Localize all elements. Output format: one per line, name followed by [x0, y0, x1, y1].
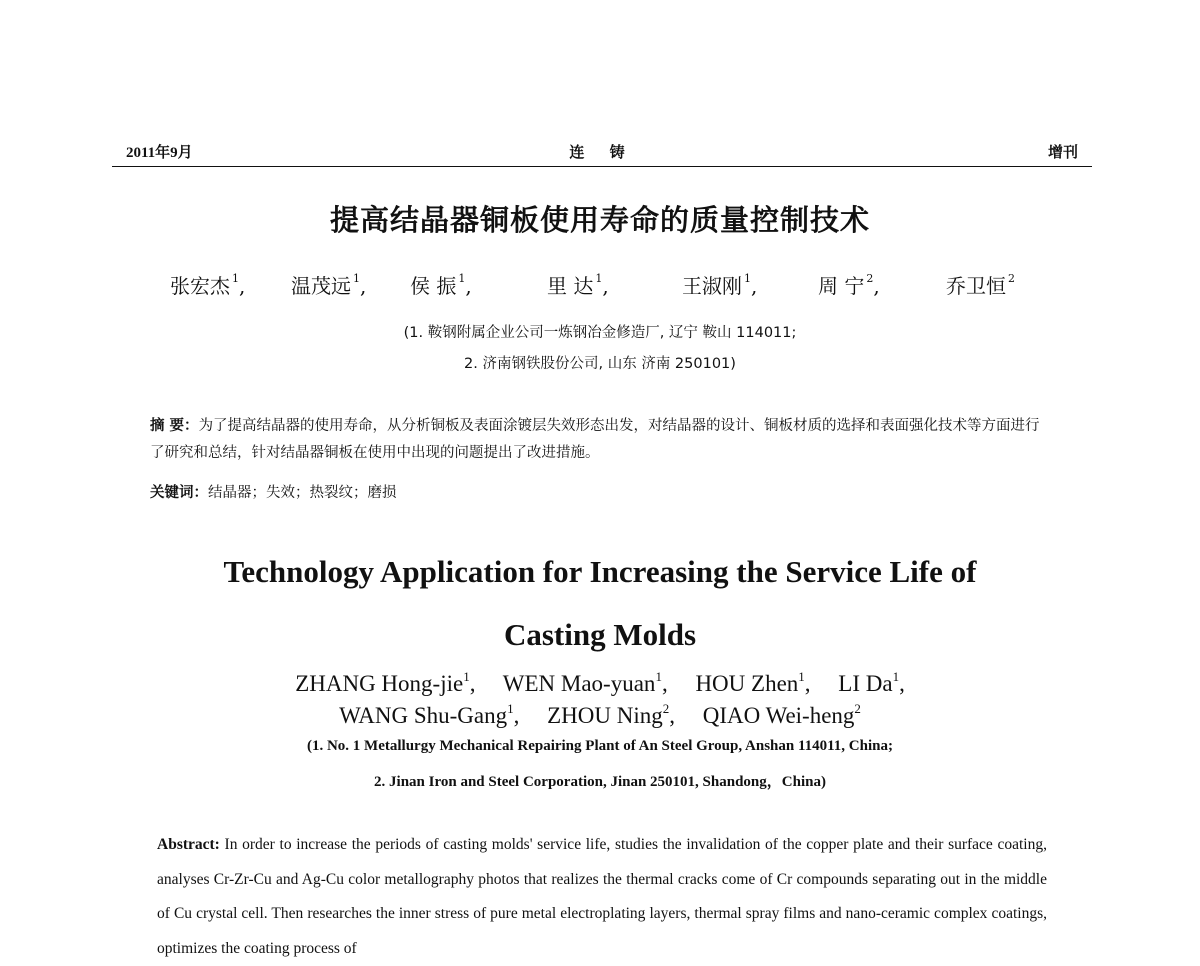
chinese-abstract [150, 413, 1050, 467]
chinese-keywords [150, 481, 1050, 502]
english-affiliation-2: 2. Jinan Iron and Steel Corporation, Jinan 250101, Shandong，China) [374, 774, 826, 790]
english-affiliation-1: (1. No. 1 Metallurgy Mechanical Repairing Plant of An Steel Group, Anshan 114011, China; [306, 738, 893, 754]
english-author: ZHOU Ning$^2$, [547, 701, 675, 728]
english-author: QIAO Wei-heng$^2$ [702, 701, 861, 728]
english-author-list-line-1 [0, 669, 1200, 697]
english-author: WEN Mao-yuan$^1$, [502, 669, 668, 696]
english-author: ZHANG Hong-jie$^1$, [295, 669, 476, 696]
running-header [112, 140, 1092, 167]
header-issue: 增刊 [1047, 143, 1078, 161]
chinese-title: 提高结晶器铜板使用寿命的质量控制技术 [329, 203, 870, 237]
chinese-author: 侯 振 $^1$, [410, 272, 472, 298]
english-author: LI Da$^1$, [838, 669, 905, 696]
header-date: 2011年9月 [126, 145, 193, 161]
chinese-affiliation-1: (1. 鞍钢附属企业公司一炼钢冶金修造厂, 辽宁 鞍山 114011; [403, 325, 797, 341]
chinese-author: 里 达 $^1$, [547, 272, 609, 298]
english-author: WANG Shu-Gang$^1$, [339, 701, 520, 728]
english-abstract-label: Abstract: [157, 836, 220, 853]
chinese-author: 乔卫恒 $^2$ [946, 272, 1015, 298]
english-title-line-2: Casting Molds [503, 617, 697, 652]
chinese-author: 温茂远 $^1$, [291, 272, 367, 298]
chinese-author: 张宏杰 $^1$, [170, 272, 246, 298]
english-author-list-line-2 [0, 701, 1200, 729]
english-abstract-text: In order to increase the periods of casting molds' service life, studies the invalidation of the copper plate and their surface coating, analyses Cr-Zr-Cu and Ag-Cu color metallography photos that realizes the thermal cracks come of Cr compounds separating out in the middle of Cu crystal cell. Then researches the inner stress of pure metal electroplating layers, thermal spray films and nano-ceramic complex coatings, optimizes the coating process of [157, 836, 1047, 957]
chinese-author-list [170, 270, 1050, 302]
english-abstract [157, 828, 1047, 966]
chinese-affiliation-2: 2. 济南钢铁股份公司, 山东 济南 250101) [464, 356, 736, 372]
chinese-abstract-label: 摘 要： [150, 418, 199, 434]
english-author: HOU Zhen$^1$, [695, 669, 811, 696]
chinese-abstract-text: 为了提高结晶器的使用寿命，从分析铜板及表面涂镀层失效形态出发，对结晶器的设计、铜板材质的选择和表面强化技术等方面进行了研究和总结，针对结晶器铜板在使用中出现的问题提出了改进措施。 [150, 418, 1040, 461]
header-journal: 连 铸 [569, 143, 635, 161]
chinese-author: 周 宁 $^2$, [818, 272, 880, 298]
chinese-author: 王淑刚 $^1$, [682, 272, 758, 298]
chinese-keywords-label: 关键词： [150, 485, 208, 501]
chinese-keywords-text: 结晶器；失效；热裂纹；磨损 [208, 485, 397, 501]
english-title-line-1: Technology Application for Increasing the Service Life of [223, 554, 977, 589]
